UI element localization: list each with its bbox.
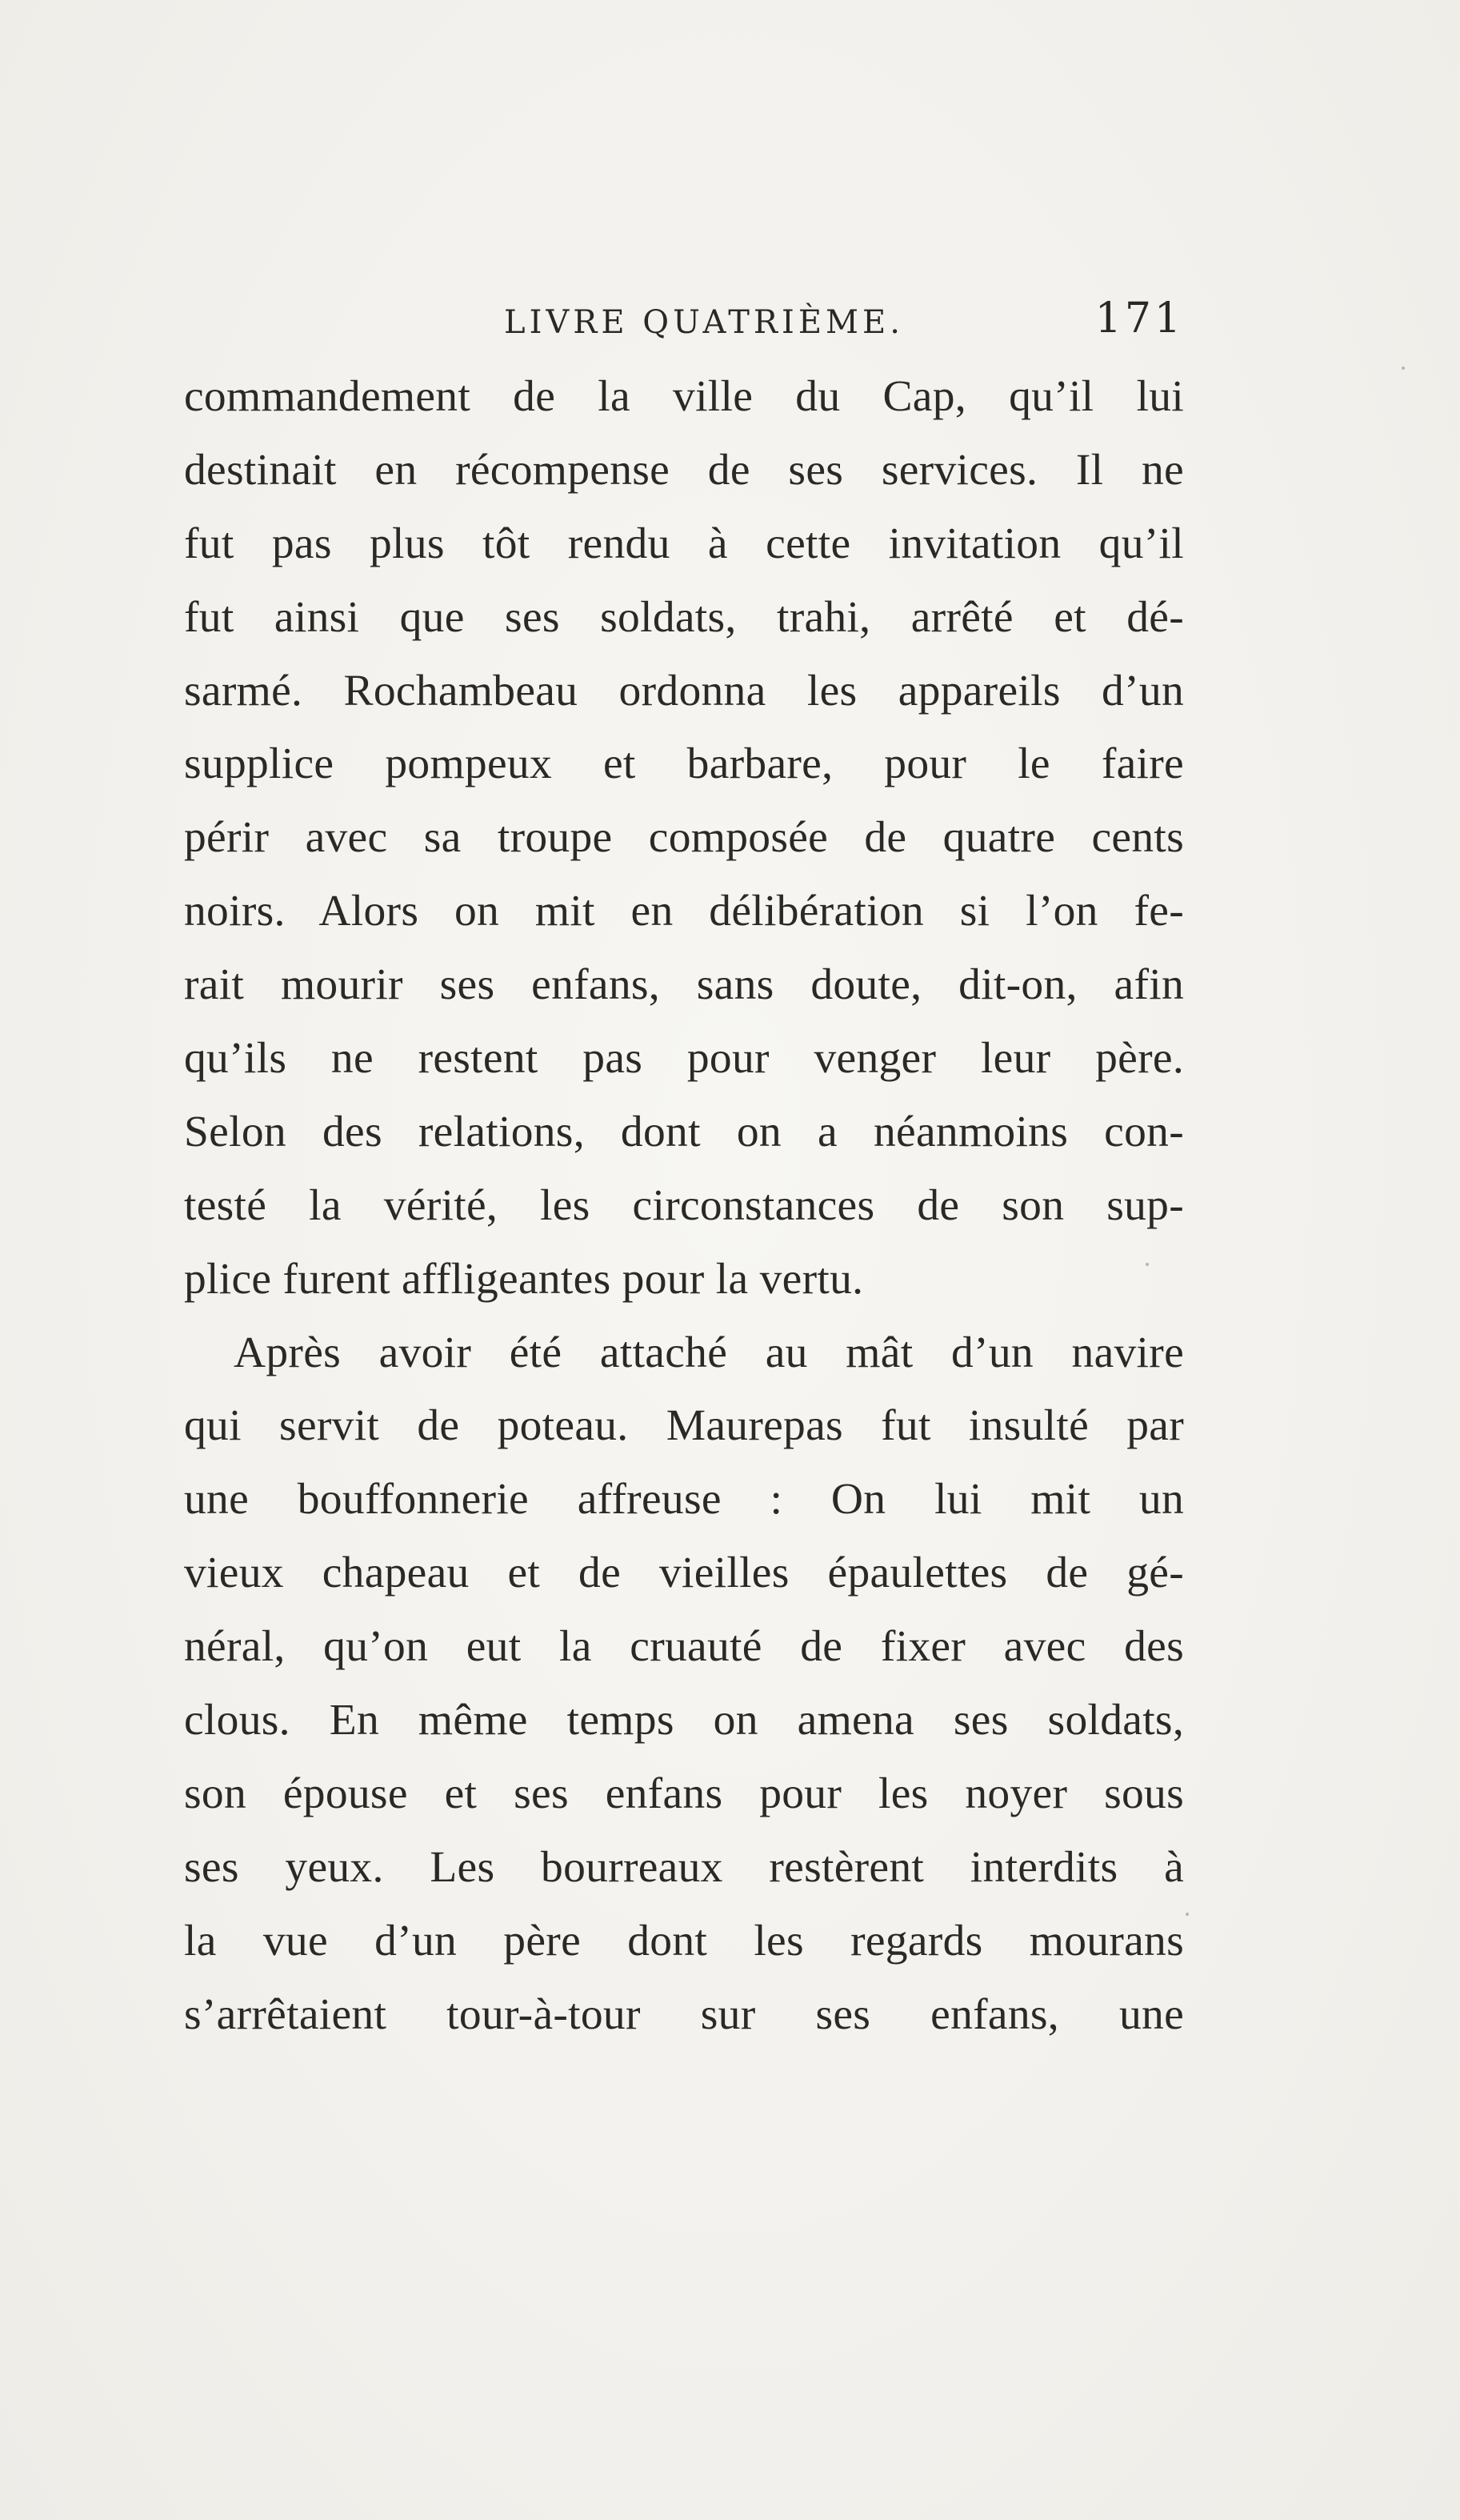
- text-line: plice furent affligeantes pour la vertu.: [184, 1254, 864, 1304]
- text-line: vieux chapeau et de vieilles épaulettes de gé-: [184, 1548, 1184, 1598]
- running-head-title: LIVRE QUATRIÈME.: [504, 304, 904, 341]
- text-line: qui servit de poteau. Maurepas fut insulté par: [184, 1401, 1184, 1451]
- text-line: la vue d’un père dont les regards mourans: [184, 1916, 1184, 1965]
- text-line: fut pas plus tôt rendu à cette invitation qu’il: [184, 519, 1184, 568]
- page-number: 171: [1094, 294, 1184, 343]
- text-line: qu’ils ne restent pas pour venger leur père.: [184, 1034, 1184, 1084]
- text-line: Selon des relations, dont on a néanmoins con-: [184, 1107, 1184, 1156]
- text-line: périr avec sa troupe composée de quatre cents: [184, 813, 1184, 863]
- text-line: son épouse et ses enfans pour les noyer sous: [184, 1769, 1184, 1818]
- text-line: une bouffonnerie affreuse : On lui mit un: [184, 1475, 1184, 1524]
- text-line: néral, qu’on eut la cruauté de fixer avec des: [184, 1622, 1184, 1672]
- body-text: [184, 360, 1184, 2051]
- text-line: testé la vérité, les circonstances de son sup-: [184, 1180, 1184, 1230]
- text-line: sarmé. Rochambeau ordonna les appareils d’un: [184, 666, 1184, 715]
- paper-speck: [1402, 367, 1405, 370]
- text-line: s’arrêtaient tour-à-tour sur ses enfans, une: [184, 1989, 1184, 2039]
- text-line: fut ainsi que ses soldats, trahi, arrêté et dé-: [184, 592, 1184, 642]
- text-line: supplice pompeux et barbare, pour le faire: [184, 739, 1184, 789]
- text-line: rait mourir ses enfans, sans doute, dit-on, afin: [184, 960, 1184, 1010]
- text-line: commandement de la ville du Cap, qu’il lui: [184, 372, 1184, 421]
- running-head: [184, 294, 1184, 351]
- text-line: clous. En même temps on amena ses soldats,: [184, 1696, 1184, 1745]
- text-line: noirs. Alors on mit en délibération si l’on fe-: [184, 887, 1184, 936]
- text-line: ses yeux. Les bourreaux restèrent interdits à: [184, 1842, 1184, 1892]
- paper-speck: [1186, 1913, 1189, 1916]
- text-line: Après avoir été attaché au mât d’un navire: [234, 1328, 1184, 1377]
- paper-speck: [1146, 1263, 1149, 1266]
- text-line: destinait en récompense de ses services. Il ne: [184, 445, 1184, 495]
